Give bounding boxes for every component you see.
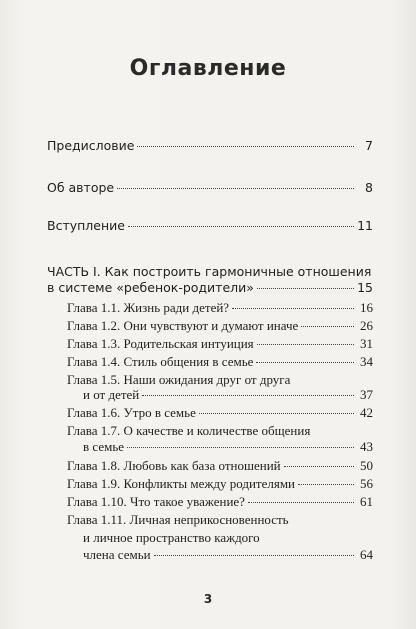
toc-entry-introduction[interactable] xyxy=(47,218,373,234)
dot-leader xyxy=(301,326,354,327)
toc-entry-chapter-1-5-line1[interactable]: Глава 1.5. Наши ожидания друг от друга xyxy=(67,372,291,387)
toc-entry-about-author[interactable] xyxy=(47,180,373,196)
dot-leader xyxy=(128,226,354,227)
toc-entry-page: 34 xyxy=(360,354,373,369)
dot-leader xyxy=(256,362,354,363)
toc-entry-chapter-1-3[interactable] xyxy=(67,336,373,352)
dot-leader xyxy=(248,502,354,503)
toc-entry-part-1[interactable] xyxy=(47,280,373,296)
toc-entry-label: Глава 1.2. Они чувствуют и думают иначе xyxy=(67,318,299,333)
dot-leader xyxy=(298,484,354,485)
toc-entry-chapter-1-2[interactable] xyxy=(67,318,373,334)
toc-entry-chapter-1-7[interactable] xyxy=(83,439,373,455)
toc-entry-chapter-1-9[interactable] xyxy=(67,476,373,492)
toc-entry-page: 15 xyxy=(357,280,373,295)
toc-entry-page: 50 xyxy=(360,458,373,473)
toc-entry-page: 31 xyxy=(360,336,373,351)
dot-leader xyxy=(154,555,354,556)
toc-entry-label: Глава 1.9. Конфликты между родителями xyxy=(67,476,296,491)
toc-entry-page: 11 xyxy=(357,218,373,233)
toc-entry-page: 7 xyxy=(365,138,373,153)
toc-entry-chapter-1-11-line2[interactable]: и личное пространство каждого xyxy=(83,530,260,545)
toc-entry-page: 43 xyxy=(360,439,373,454)
page-number: 3 xyxy=(203,592,213,606)
part-heading[interactable]: ЧАСТЬ I. Как построить гармоничные отношения xyxy=(47,264,372,279)
dot-leader xyxy=(232,308,354,309)
dot-leader xyxy=(199,413,354,414)
toc-entry-page: 64 xyxy=(360,547,373,562)
dot-leader xyxy=(137,146,354,147)
toc-entry-chapter-1-11-line1[interactable]: Глава 1.11. Личная неприкосновенность xyxy=(67,512,289,527)
toc-entry-preface[interactable] xyxy=(47,138,373,154)
dot-leader xyxy=(284,466,354,467)
toc-entry-label: Глава 1.3. Родительская интуиция xyxy=(67,336,254,351)
toc-entry-chapter-1-6[interactable] xyxy=(67,405,373,421)
toc-entry-chapter-1-8[interactable] xyxy=(67,458,373,474)
part-heading-line2: в системе «ребенок-родители» xyxy=(47,280,254,295)
toc-entry-chapter-1-11[interactable] xyxy=(83,547,373,563)
toc-entry-page: 42 xyxy=(360,405,373,420)
toc-entry-label: Об авторе xyxy=(47,180,115,195)
toc-entry-label: Глава 1.4. Стиль общения в семье xyxy=(67,354,254,369)
toc-entry-page: 16 xyxy=(360,300,373,315)
toc-entry-page: 8 xyxy=(365,180,373,195)
dot-leader xyxy=(117,188,354,189)
dot-leader xyxy=(257,288,354,289)
toc-entry-label: члена семьи xyxy=(83,547,151,562)
toc-entry-label: Глава 1.6. Утро в семье xyxy=(67,405,196,420)
toc-title: Оглавление xyxy=(129,56,287,81)
toc-entry-label: Глава 1.10. Что такое уважение? xyxy=(67,494,245,509)
toc-entry-page: 56 xyxy=(360,476,373,491)
toc-entry-label: и от детей xyxy=(83,387,140,402)
toc-entry-page: 61 xyxy=(360,494,373,509)
toc-entry-chapter-1-7-line1[interactable]: Глава 1.7. О качестве и количестве общения xyxy=(67,423,311,438)
dot-leader xyxy=(257,344,354,345)
toc-entry-label: Вступление xyxy=(47,218,125,233)
toc-entry-page: 37 xyxy=(360,387,373,402)
toc-entry-page: 26 xyxy=(360,318,373,333)
toc-entry-label: Глава 1.8. Любовь как база отношений xyxy=(67,458,281,473)
toc-entry-label: в семье xyxy=(83,439,125,454)
toc-entry-chapter-1-10[interactable] xyxy=(67,494,373,510)
toc-entry-chapter-1-5[interactable] xyxy=(83,387,373,403)
dot-leader xyxy=(127,447,354,448)
toc-entry-chapter-1-4[interactable] xyxy=(67,354,373,370)
toc-entry-chapter-1-1[interactable] xyxy=(67,300,373,316)
toc-entry-label: Предисловие xyxy=(47,138,135,153)
toc-entry-label: Глава 1.1. Жизнь ради детей? xyxy=(67,300,230,315)
dot-leader xyxy=(142,395,354,396)
